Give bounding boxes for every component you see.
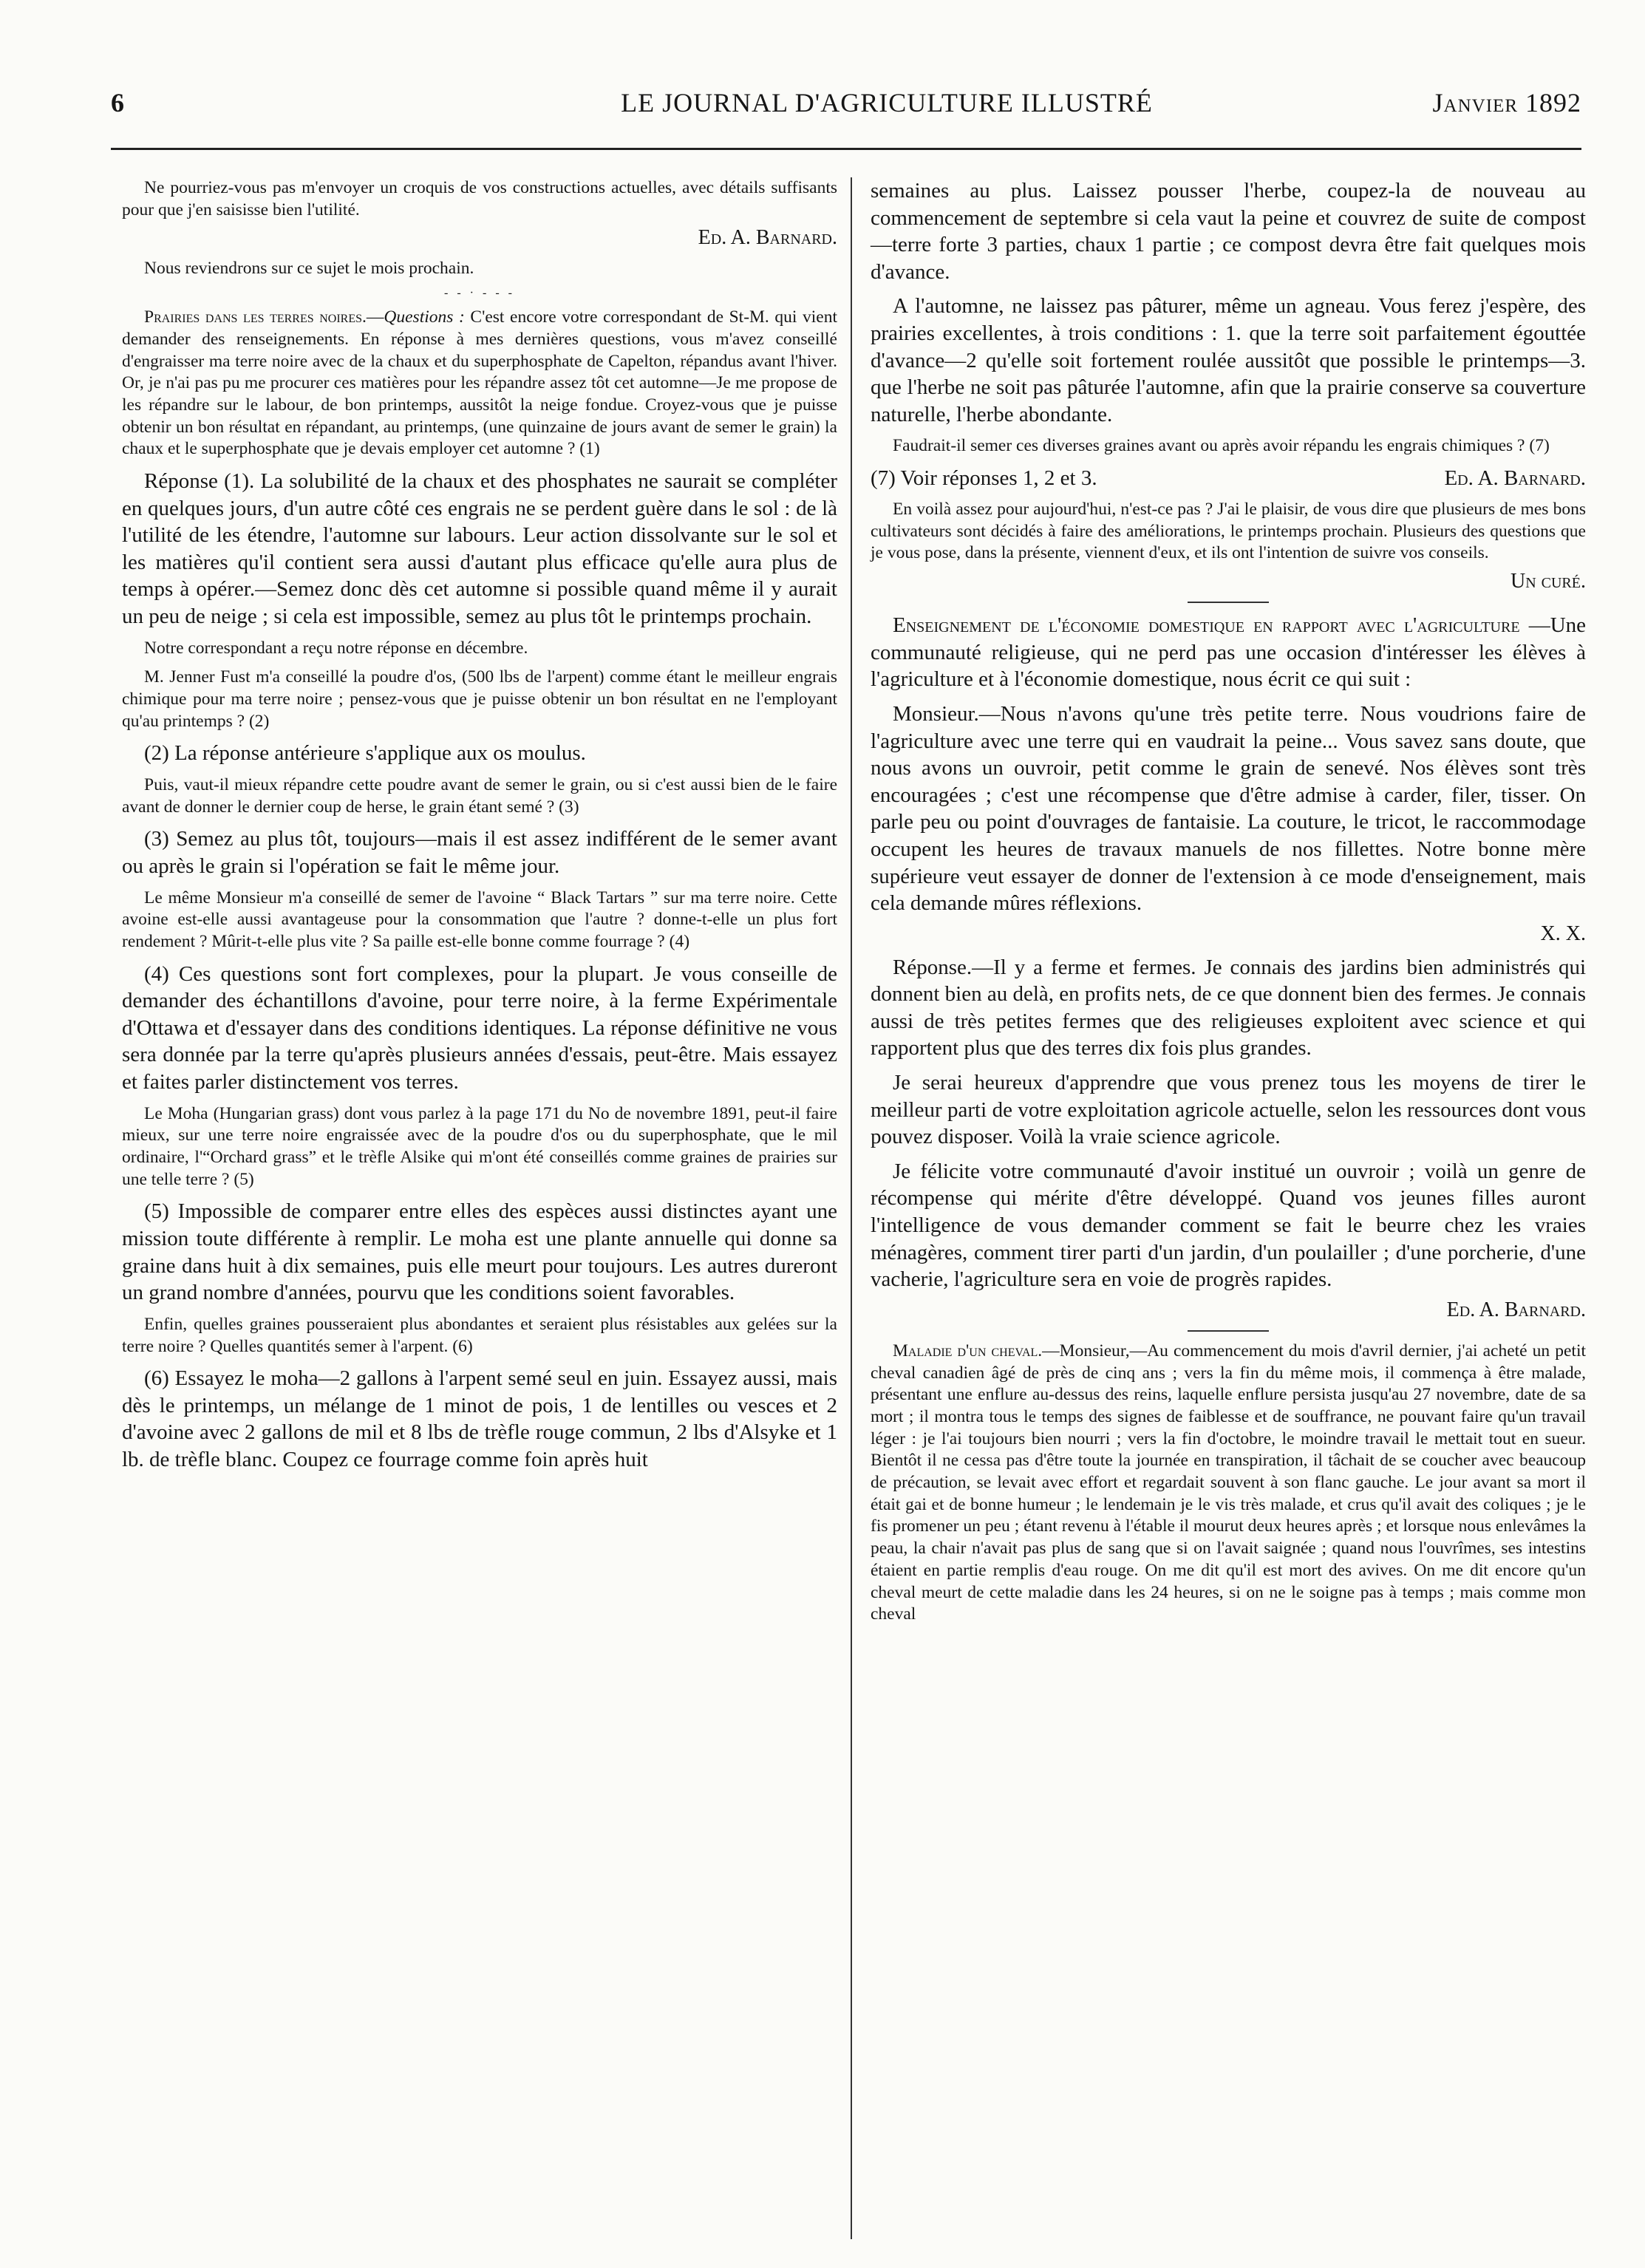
paragraph-text: C'est encore votre correspondant de St-M. qui vient demander des renseignements. En réponse à mes dernières questions, vous m'avez conseillé d'engraisser ma terre noire avec de la chaux et du superphosphate de Capelton, répandus avant l'hiver. Or, je n'ai pas pu me procurer ces matières pour les répandre assez tôt cet automne—Je me propose de les répandre sur le labour, de bon printemps, aussitôt la neige fondue. Croyez-vous que je puisse obtenir un bon résultat en répandant, au printemps, (une quinzaine de jours avant de semer le grain) la chaux et le superphosphate que je devais employer cet automne ? (1) [122,307,837,459]
answer: (6) Essayez le moha—2 gallons à l'arpent semé seul en juin. Essayez aussi, mais dès le printemps, un mélange de 1 minot de pois, 1 de lentilles ou vesces et 2 d'avoine avec 2 gallons de mil et 8 lbs de trèfle rouge commun, 2 lbs d'Alsyke et 1 lb. de trèfle blanc. Coupez ce fourrage comme foin après huit [122,1366,837,1472]
article [871,1341,1586,1626]
paragraph: Monsieur.—Nous n'avons qu'une très petite terre. Nous voudrions faire de l'agriculture avec une terre qui en vaudrait la peine... Vous savez sans doute, que nous avons un ouvroir, petit comme le grain de senevé. Nos élèves sont très encouragées ; c'est une récompense que d'être admise à carder, filer, tisser. On parle peu ou point d'ouvrages de fantaisie. La couture, le tricot, le raccommodage occupent les heures de travaux manuels de nos fillettes. Notre bonne mère supérieure veut essayer de donner de l'extension à ce mode d'enseignement, mais cela demande mûres réflexions. [871,701,1586,916]
note: Notre correspondant a reçu notre réponse en décembre. [144,638,528,658]
answer: A l'automne, ne laissez pas pâturer, même un agneau. Vous ferez j'espère, des prairies excellentes, à trois conditions : 1. que la terre soit parfaitement égouttée d'avance—2 qu'elle soit fortement roulée aussitôt que possible le printemps—3. que l'herbe ne soit pas pâturée l'automne, afin que la prairie conserve sa couverture naturelle, l'herbe abondante. [871,294,1586,426]
answer: (4) Ces questions sont fort complexes, pour la plupart. Je vous conseille de demander des échantillons d'avoine, pour terre noire, à la ferme Expérimentale d'Ottawa et d'essayer dans des conditions identiques. La réponse définitive ne vous sera donnée par la terre qu'après plusieurs années d'essais, peut-être. Mais essayez et faites parler distinctement vos terres. [122,961,837,1094]
article-intro [871,612,1586,693]
label: Questions : [384,307,465,327]
answer-line [871,465,1586,491]
answer: (5) Impossible de comparer entre elles des espèces aussi distinctes ayant une mission toute différente à remplir. Le moha est une plante annuelle qui donne sa graine dans huit à dix semaines, puis elle meurt pour toujours. Les autres dureront un grand nombre d'années, pourvu que les conditions soient favorables. [122,1199,837,1305]
question: Le Moha (Hungarian grass) dont vous parlez à la page 171 du No de novembre 1891, peut-il faire mieux, sur une terre noire engraissée avec de la poudre d'os ou du superphosphate, que le mil ordinaire, l'“Orchard grass” et le trèfle Alsike qui m'ont été conseillés comme graines de prairies sur une telle terre ? (5) [122,1103,837,1189]
journal-title: LE JOURNAL D'AGRICULTURE ILLUSTRÉ [621,88,1153,118]
issue-date: Janvier 1892 [1432,88,1581,118]
section-title: Enseignement de l'économie domestique en rapport avec l'agriculture [893,613,1520,638]
signature: Ed. A. Barnard. [1446,1298,1586,1321]
section-separator [1188,1330,1269,1332]
section-title: Maladie d'un cheval. [893,1341,1043,1361]
paragraph: Je serai heureux d'apprendre que vous prenez tous les moyens de tirer le meilleur parti de votre exploitation agricole actuelle, selon les ressources dont vous pouvez disposer. Voilà la vraie science agricole. [871,1071,1586,1149]
paragraph: Nous reviendrons sur ce sujet le mois prochain. [144,259,474,279]
answer: (3) Semez au plus tôt, toujours—mais il est assez indifférent de le semer avant ou après le grain si l'opération se fait le même jour. [122,827,837,878]
header-rule [111,148,1581,150]
question: Puis, vaut-il mieux répandre cette poudre avant de semer le grain, ou si c'est aussi bien de le faire avant de donner le dernier coup de herse, le grain étant semé ? (3) [122,775,837,817]
section-title: Prairies dans les terres noires. [144,307,367,327]
paragraph: Je félicite votre communauté d'avoir institué un ouvroir ; voilà un genre de récompense qui mérite d'être développé. Quand vos jeunes filles auront l'intelligence de vous demander comment se fait le beurre chez les vraies ménagères, comment tirer parti d'un jardin, d'un poulailler ; d'une porcherie, d'une vacherie, l'agriculture sera en voie de progrès rapides. [871,1159,1586,1292]
signature: X. X. [1540,922,1586,945]
column-rule [851,177,852,2239]
paragraph: Ne pourriez-vous pas m'envoyer un croquis de vos constructions actuelles, avec détails suffisants pour que j'en saisisse bien l'utilité. [122,178,837,219]
answer: Réponse (1). La solubilité de la chaux et des phosphates ne saurait se compléter en quelques jours, d'un autre côté ces engrais ne se perdent guère dans le sol : de là l'utilité de les étendre, l'automne sur labours. Leur action dissolvante sur le sol et les matières qu'il contient sera aussi d'autant plus efficace qu'elle aura plus de temps à opérer.—Semez donc dès cet automne si possible quand même il y aurait un peu de neige ; si cela est impossible, semez au plus tôt le printemps prochain. [122,469,837,628]
paragraph: Réponse.—Il y a ferme et fermes. Je connais des jardins bien administrés qui donnent bien au delà, en profits nets, de ce que donnent bien des fermes. Je connais aussi de très petites fermes que des religieuses exploitent avec science et qui rapportent plus que des terres dix fois plus grandes. [871,955,1586,1060]
question-block: Prairies dans les terres noires.—Questions : C'est encore votre correspondant de St-M. qui vient demander des renseignements. En réponse à mes dernières questions, vous m'avez conseillé d'engraisser ma terre noire avec de la chaux et du superphosphate de Capelton, répandus avant l'hiver. Or, je n'ai pas pu me procurer ces matières pour les répandre assez tôt cet automne—Je me propose de les répandre sur le labour, de bon printemps, aussitôt la neige fondue. Croyez-vous que je puisse obtenir un bon résultat en répandant, au printemps, (une quinzaine de jours avant de semer le grain) la chaux et le superphosphate que je devais employer cet automne ? (1) [122,307,837,459]
answer: (2) La réponse antérieure s'applique aux os moulus. [144,741,586,766]
left-column [122,177,837,1481]
answer: (7) Voir réponses 1, 2 et 3. [871,466,1097,491]
right-column [871,177,1586,1633]
question: M. Jenner Fust m'a conseillé la poudre d'os, (500 lbs de l'arpent) comme étant le meilleur engrais chimique pour ma terre noire ; pensez-vous que je puisse obtenir un bon résultat en ne l'employant qu'au printemps ? (2) [122,667,837,731]
question: Enfin, quelles graines pousseraient plus abondantes et seraient plus résistables aux gelées sur la terre noire ? Quelles quantités semer à l'arpent. (6) [122,1314,837,1356]
answer-continued: semaines au plus. Laissez pousser l'herbe, coupez-la de nouveau au commencement de septembre si cela vaut la peine et couvrez de suite de compost—terre forte 3 parties, chaux 1 partie ; ce compost devra être fait quelques mois d'avance. [871,179,1586,284]
signature: Un curé. [1510,570,1586,593]
page-number: 6 [111,88,125,118]
question: Le même Monsieur m'a conseillé de semer de l'avoine “ Black Tartars ” sur ma terre noire. Cette avoine est-elle aussi avantageuse pour la consommation que l'autre ? donne-t-elle un plus fort rendement ? Mûrit-t-elle plus vite ? Sa paille est-elle bonne comme fourrage ? (4) [122,888,837,951]
letter: En voilà assez pour aujourd'hui, n'est-ce pas ? J'ai le plaisir, de vous dire que plusieurs de mes bons cultivateurs sont décidés à faire des améliorations, le printemps prochain. Plusieurs des questions que je vous pose, dans la présente, viennent d'eux, et ils ont l'intention de suivre vos conseils. [871,500,1586,563]
section-separator [1188,602,1269,603]
paragraph-text: —Une communauté religieuse, qui ne perd pas une occasion d'intéresser les élèves à l'agriculture et à l'économie domestique, nous écrit ce qui suit : [871,613,1587,692]
ornament: - - · - - - [444,287,515,300]
running-header [111,87,1581,132]
paragraph-text: —Monsieur,—Au commencement du mois d'avril dernier, j'ai acheté un petit cheval canadien âgé de près de cinq ans ; vers la fin du même mois, il commença à être malade, présentant une enflure au-dessus des reins, laquelle enflure persista jusqu'au 27 novembre, date de sa mort ; il montra tous le temps des signes de faiblesse et de souffrance, ne pouvant faire qu'un travail léger : je l'ai toujours bien nourri ; vers la fin d'octobre, le moindre travail le mettait tout en sueur. Bientôt il ne cessa pas d'être toute la journée en transpiration, il tâchait de se coucher avec beaucoup de précaution, se levait avec effort et regardait souvent à son flanc gauche. Le jour avant sa mort il était gai et de bonne humeur ; le lendemain je le vis très malade, et crus qu'il avait des coliques ; je le fis promener un peu ; étant revenu à l'étable il mourut deux heures après ; et lorsque nous enlevâmes la peau, la chair n'avait pas plus de sang que si on l'avait saignée ; quand nous l'ouvrîmes, ses intestins étaient en partie remplis d'eau rouge. On me dit qu'il est mort des avives. On me dit encore qu'un cheval meurt de cette maladie dans les 24 heures, si on ne le soigne pas à temps ; mais comme mon cheval [871,1341,1587,1624]
signature: Ed. A. Barnard. [698,226,837,250]
signature: Ed. A. Barnard. [1444,466,1586,491]
question: Faudrait-il semer ces diverses graines avant ou après avoir répandu les engrais chimiques ? (7) [893,436,1550,456]
